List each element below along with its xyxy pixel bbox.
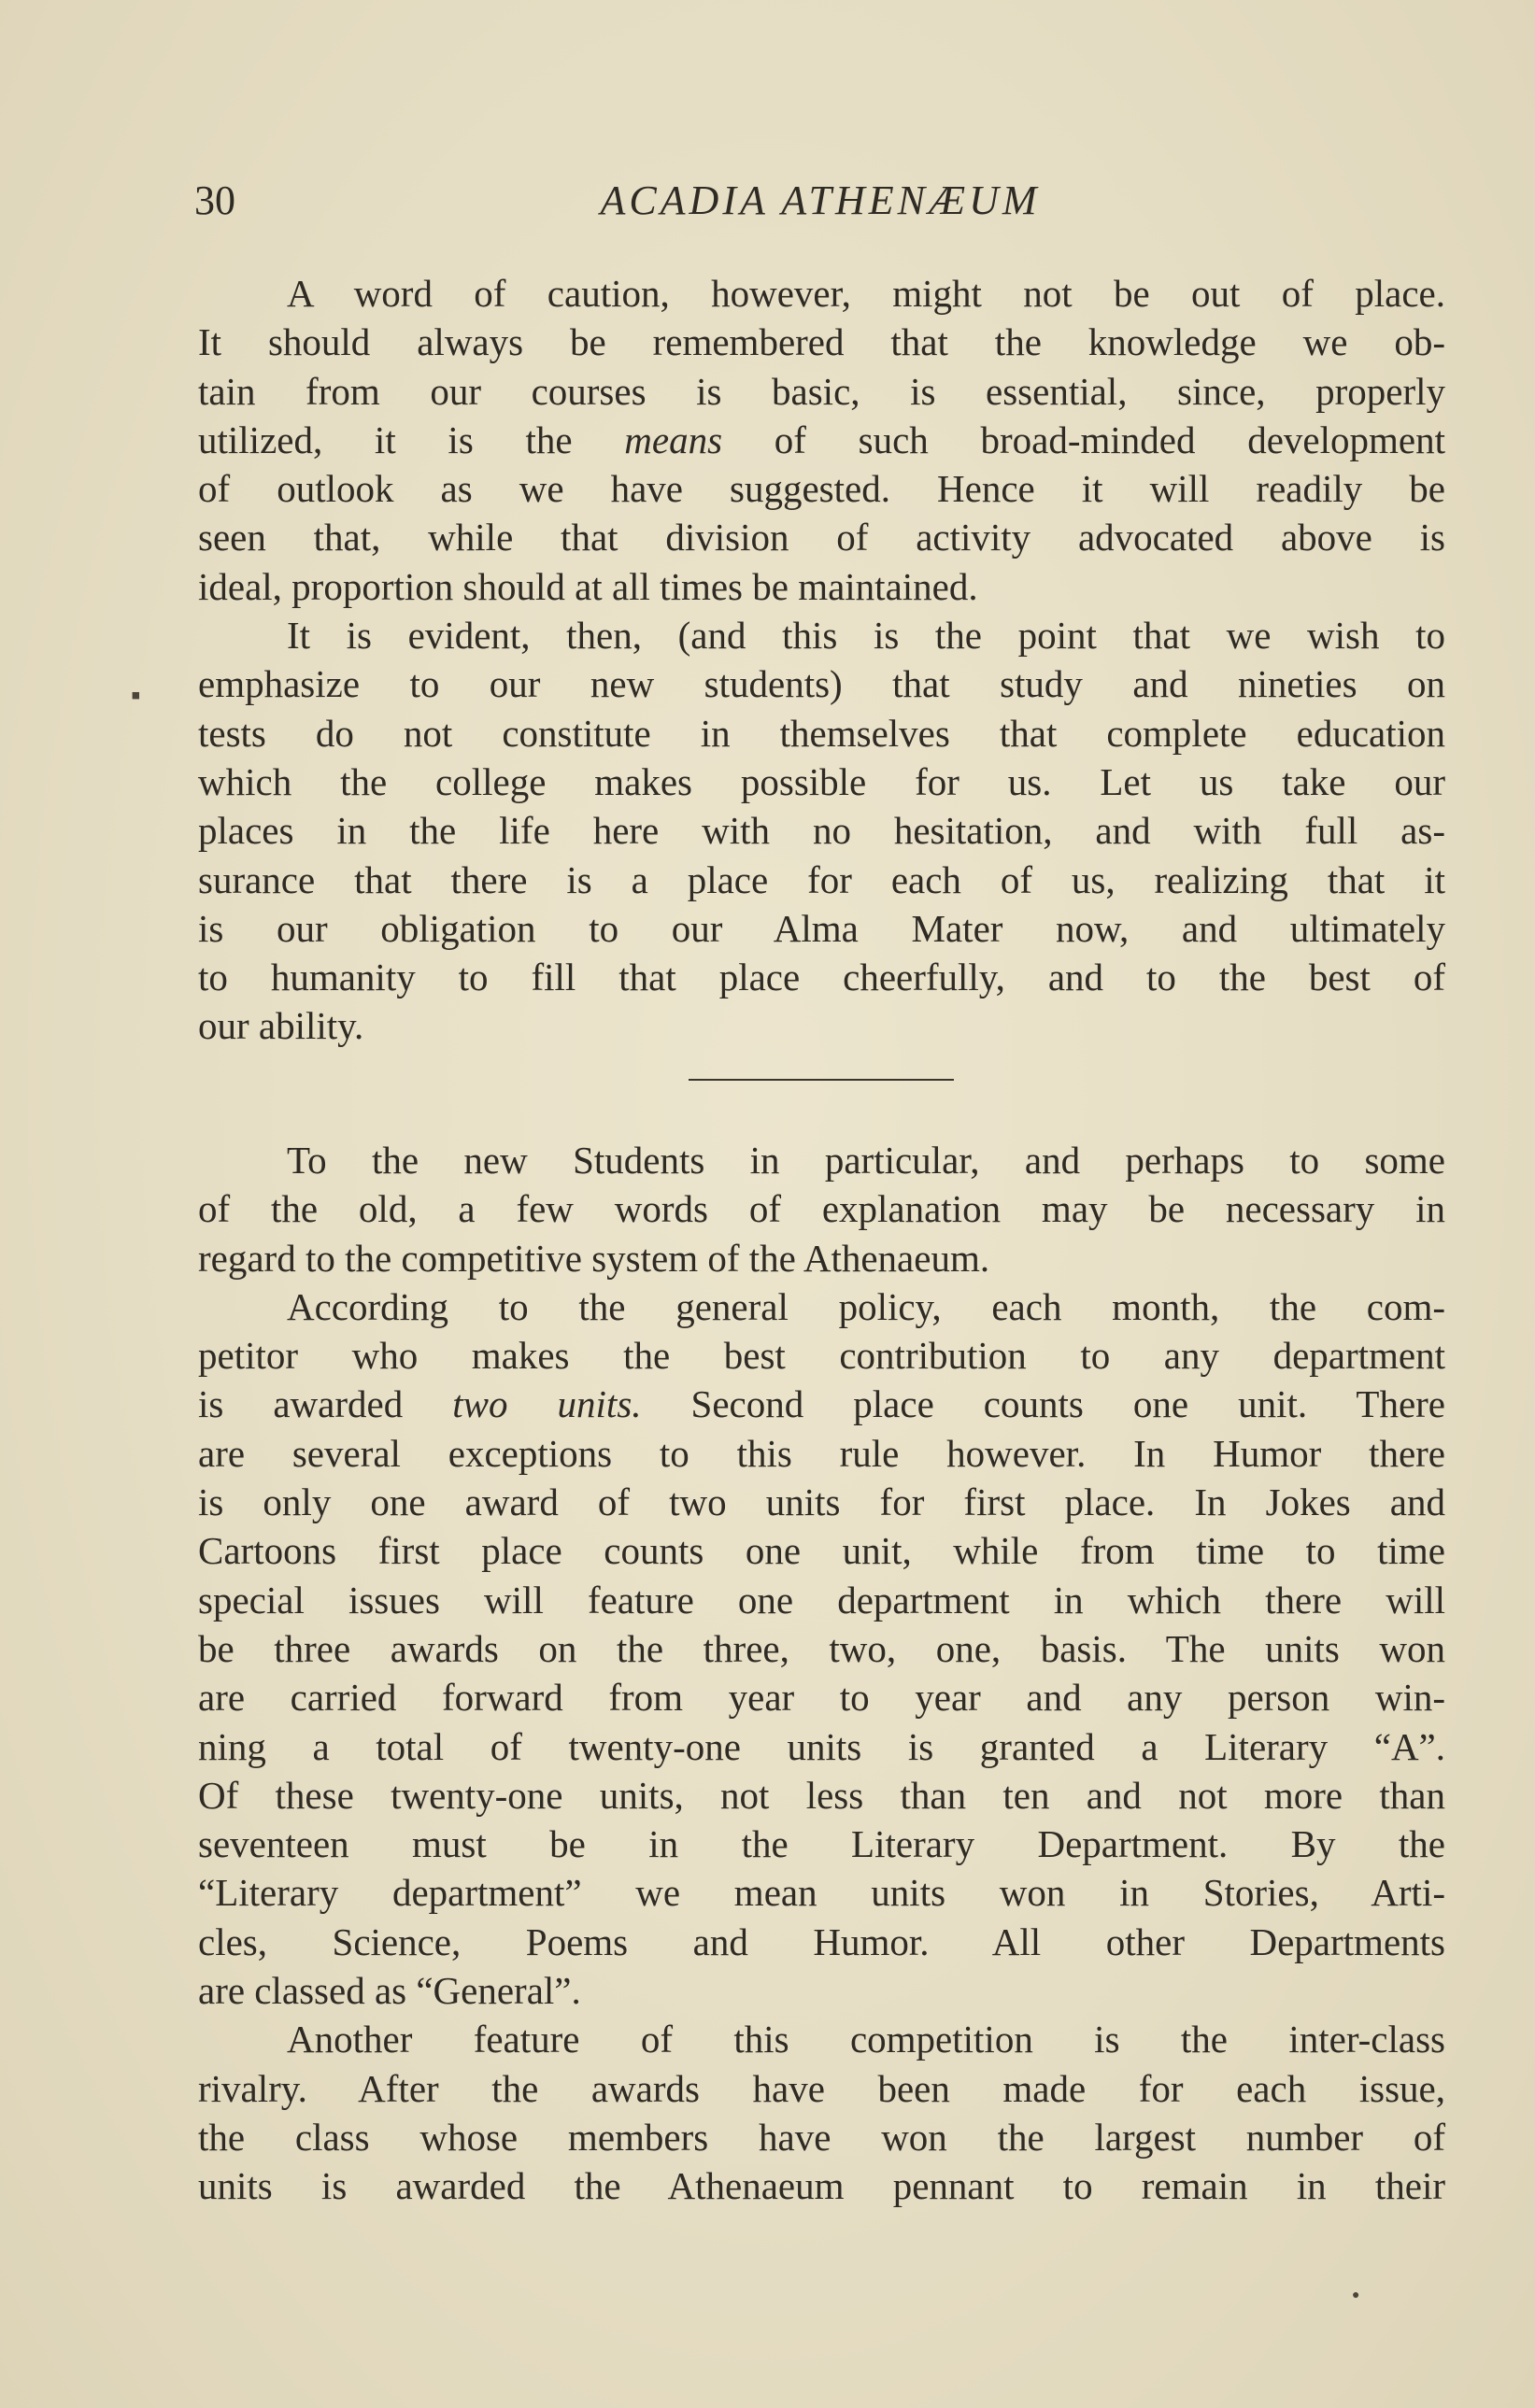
text-line: units is awarded the Athenaeum pennant to remain in their	[198, 2164, 1445, 2208]
text-line: “Literary department” we mean units won in Stories, Arti-	[198, 1871, 1445, 1915]
text-line: ideal, proportion should at all times be maintained.	[198, 564, 978, 608]
text-line: ning a total of twenty-one units is granted a Literary “A”.	[198, 1724, 1445, 1768]
text-line: are carried forward from year to year and any person win-	[198, 1676, 1445, 1720]
text-line: It should always be remembered that the knowledge we ob-	[198, 320, 1445, 364]
text-line: places in the life here with no hesitation, and with full as-	[198, 809, 1445, 853]
text-line: Cartoons first place counts one unit, while from time to time	[198, 1529, 1445, 1573]
text-line: of the old, a few words of explanation may be necessary in	[198, 1187, 1445, 1231]
text-line: A word of caution, however, might not be out of place.	[287, 272, 1445, 315]
text-line: are classed as “General”.	[198, 1969, 581, 2013]
text-line: seen that, while that division of activity advocated above is	[198, 516, 1445, 560]
text-line: According to the general policy, each month, the com-	[287, 1284, 1445, 1328]
text-line: are several exceptions to this rule however. In Humor there	[198, 1431, 1445, 1475]
paragraph-group-competition	[198, 1136, 1445, 2211]
text-line: special issues will feature one department in which there will	[198, 1578, 1445, 1622]
italic-word: means	[624, 418, 723, 461]
paragraph-group-caution	[198, 269, 1445, 1051]
text-line: regard to the competitive system of the Athenaeum.	[198, 1236, 990, 1280]
text-line	[198, 416, 1445, 464]
text-line: of outlook as we have suggested. Hence it will readily be	[198, 467, 1445, 511]
running-header	[194, 168, 1446, 234]
margin-speck-icon: ●	[1352, 2288, 1360, 2302]
text-line: emphasize to our new students) that study and nineties on	[198, 662, 1445, 706]
text-line: which the college makes possible for us. Let us take our	[198, 759, 1445, 803]
margin-mark-icon: ▪	[131, 680, 141, 711]
page-number: 30	[194, 177, 235, 223]
text-line: It is evident, then, (and this is the point that we wish to	[287, 614, 1445, 658]
text-line: Another feature of this competition is the inter-class	[287, 2018, 1445, 2061]
text-line: To the new Students in particular, and perhaps to some	[287, 1139, 1445, 1182]
text-line: tain from our courses is basic, is essential, since, properly	[198, 369, 1445, 413]
text-fragment: is awarded	[198, 1382, 453, 1426]
text-line: rivalry. After the awards have been made for each issue,	[198, 2066, 1445, 2110]
text-line: our ability.	[198, 1004, 364, 1048]
text-line: petitor who makes the best contribution to any department	[198, 1334, 1445, 1378]
text-fragment: Second place counts one unit. There	[641, 1382, 1446, 1426]
text-line	[198, 1380, 1445, 1428]
text-line: surance that there is a place for each of us, realizing that it	[198, 857, 1445, 901]
section-divider	[689, 1079, 954, 1081]
text-line: Of these twenty-one units, not less than ten and not more than	[198, 1773, 1445, 1817]
text-line: be three awards on the three, two, one, basis. The units won	[198, 1626, 1445, 1670]
text-line: seventeen must be in the Literary Department. By the	[198, 1822, 1445, 1866]
text-fragment: utilized, it is the	[198, 418, 625, 461]
text-line: is our obligation to our Alma Mater now, and ultimately	[198, 906, 1445, 950]
text-line: to humanity to fill that place cheerfully, and to the best of	[198, 956, 1445, 999]
text-line: the class whose members have won the largest number of	[198, 2115, 1445, 2159]
running-title: ACADIA ATHENÆUM	[600, 177, 1041, 223]
text-line: is only one award of two units for first place. In Jokes and	[198, 1480, 1445, 1524]
text-line: tests do not constitute in themselves that complete education	[198, 711, 1445, 755]
italic-phrase: two units.	[452, 1382, 642, 1426]
text-fragment: of such broad-minded development	[722, 418, 1445, 461]
text-line: cles, Science, Poems and Humor. All other Departments	[198, 1919, 1445, 1963]
